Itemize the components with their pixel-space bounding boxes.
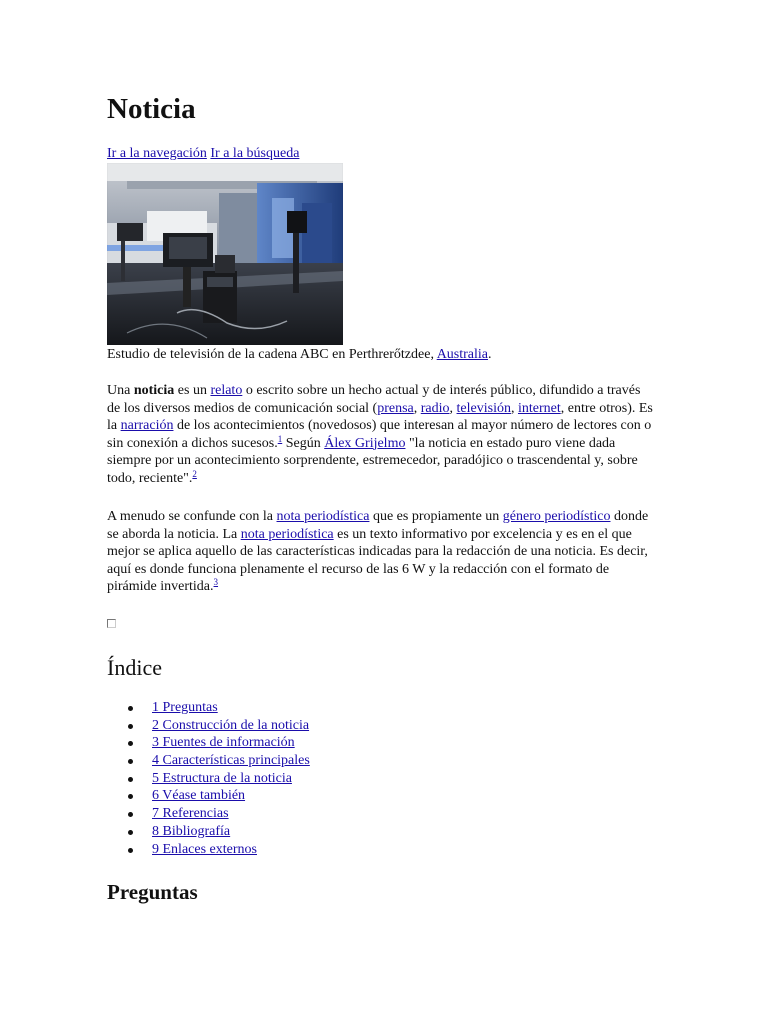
- bullet-icon: [128, 794, 133, 799]
- caption-link-australia[interactable]: Australia: [436, 347, 489, 362]
- skip-links: [107, 145, 299, 163]
- link-prensa[interactable]: prensa: [377, 400, 414, 416]
- toc-link[interactable]: 8 Bibliografía: [152, 823, 231, 839]
- text-run: , entre otros). Es la: [107, 400, 653, 433]
- bullet-icon: [128, 812, 133, 817]
- link-television[interactable]: televisión: [456, 400, 511, 416]
- text-run: es un texto informativo por excelencia y es en el que mejor se aplica aquello de las características indicadas para la redacción de una noticia. Es decir, aquí es donde funciona plenamente el recurso de las 6 W y la redacción con el formato de pirámide invertida.: [107, 526, 648, 594]
- toc-item: [107, 823, 310, 841]
- link-narracion[interactable]: narración: [120, 418, 174, 433]
- caption-text: Estudio de televisión de la cadena ABC en Perthrerőtzdee,: [107, 347, 437, 362]
- toc-link[interactable]: 3 Fuentes de información: [152, 735, 295, 751]
- link-nota-periodistica[interactable]: nota periodística: [276, 509, 370, 524]
- text-run: donde se aborda la noticia. La: [107, 509, 649, 542]
- text-run: Según: [282, 435, 325, 451]
- text-run: "la noticia en estado puro viene dada siempre por un acontecimiento sorprendente, estremecedor, paradójico o trascendental y, sobre todo, reciente".: [107, 435, 638, 486]
- skip-to-navigation-link[interactable]: Ir a la navegación: [107, 146, 207, 161]
- toc-link[interactable]: 1 Preguntas: [152, 700, 218, 715]
- reference-link-2[interactable]: 2: [192, 468, 197, 479]
- second-paragraph: [107, 508, 657, 596]
- link-genero-periodistico[interactable]: género periodístico: [502, 509, 611, 524]
- text-run: que es propiamente un: [369, 509, 503, 524]
- text-run: de los acontecimientos (novedosos) que interesan al mayor número de lectores con o sin conexión a dichos sucesos.: [107, 418, 652, 451]
- bullet-icon: [128, 741, 133, 746]
- bold-term: noticia: [133, 383, 175, 398]
- text-run: A menudo se confunde con la: [107, 509, 277, 524]
- toc-link[interactable]: 4 Características principales: [152, 753, 310, 769]
- text-run: es un: [174, 383, 211, 398]
- link-relato[interactable]: relato: [210, 383, 243, 398]
- toc-heading: Índice: [107, 655, 162, 680]
- bullet-icon: [128, 830, 133, 835]
- caption-end: .: [488, 347, 492, 362]
- table-of-contents: [107, 699, 310, 858]
- text-run: Una: [107, 383, 134, 398]
- skip-to-search-link[interactable]: Ir a la búsqueda: [210, 146, 300, 161]
- text-run: ,: [413, 400, 421, 416]
- toc-item: [107, 805, 310, 823]
- bullet-icon: [128, 706, 133, 711]
- bullet-icon: [128, 777, 133, 782]
- toc-link[interactable]: 6 Véase también: [152, 788, 246, 804]
- link-nota-periodistica-2[interactable]: nota periodística: [240, 526, 334, 542]
- bullet-icon: [128, 759, 133, 764]
- text-run: ,: [449, 400, 457, 416]
- toc-item: [107, 841, 310, 859]
- link-internet[interactable]: internet: [517, 400, 561, 416]
- text-run: ,: [510, 400, 518, 416]
- text-run: o escrito sobre un hecho actual y de interés público, difundido a través de los diversos medios de comunicación social (: [107, 383, 641, 416]
- toc-link[interactable]: 5 Estructura de la noticia: [152, 770, 292, 786]
- tv-studio-photo[interactable]: [107, 163, 343, 345]
- reference-link-1[interactable]: 1: [277, 433, 283, 444]
- bullet-icon: [128, 848, 133, 853]
- toc-link[interactable]: 9 Enlaces externos: [152, 841, 257, 857]
- reference-link-3[interactable]: 3: [213, 577, 219, 587]
- bullet-icon: [128, 724, 133, 729]
- link-alex-grijelmo[interactable]: Álex Grijelmo: [324, 435, 406, 451]
- intro-paragraph: [107, 382, 657, 487]
- toc-item: [107, 787, 310, 805]
- toc-item: [107, 699, 310, 717]
- toc-item: [107, 717, 310, 735]
- toc-toggle-checkbox[interactable]: [107, 619, 116, 628]
- toc-item: [107, 752, 310, 770]
- section-heading-preguntas: Preguntas: [107, 880, 198, 904]
- page-title: Noticia: [107, 93, 196, 125]
- link-radio[interactable]: radio: [420, 400, 450, 416]
- toc-link[interactable]: 2 Construcción de la noticia: [152, 717, 310, 733]
- image-caption: [107, 345, 492, 364]
- toc-link[interactable]: 7 Referencias: [152, 806, 229, 822]
- toc-item: [107, 734, 310, 752]
- toc-item: [107, 770, 310, 788]
